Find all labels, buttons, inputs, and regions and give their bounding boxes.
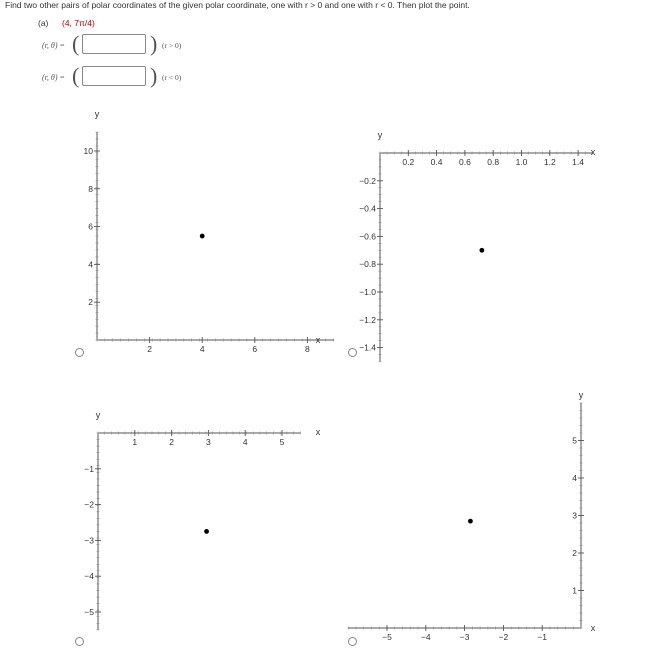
- plotted-point: [479, 248, 484, 253]
- y-tick-label: 6: [88, 221, 93, 232]
- part-label: (a): [38, 18, 49, 28]
- x-tick-label: 0.8: [487, 157, 500, 167]
- instructions-text: Find two other pairs of polar coordinates of the given polar coordinate, one with r > 0 and one with r < 0. Then plot the point.: [5, 0, 470, 10]
- y-tick-label: −1.4: [359, 342, 376, 353]
- y-tick-label: −1.0: [359, 287, 376, 297]
- x-tick-label: 2: [169, 437, 174, 447]
- close-paren-1: ): [150, 31, 158, 56]
- y-tick-label: −1.2: [359, 314, 376, 325]
- x-axis-label: x: [590, 623, 596, 633]
- answer-row-2-label: (r, θ) =: [42, 73, 65, 82]
- x-tick-label: 0.4: [430, 157, 443, 167]
- x-axis-label: x: [315, 335, 321, 345]
- close-paren-2: ): [150, 63, 158, 88]
- y-tick-label: 2: [88, 297, 93, 308]
- x-tick-label: 0.6: [458, 157, 471, 167]
- graph-option-2: [345, 125, 605, 355]
- answer-row-1-label: (r, θ) =: [42, 41, 65, 50]
- y-tick-label: 4: [88, 259, 93, 270]
- x-tick-label: 6: [252, 344, 258, 354]
- y-tick-label: 5: [572, 435, 577, 446]
- y-tick-label: −0.4: [359, 203, 376, 214]
- part-given-point: (4, 7π/4): [62, 18, 95, 28]
- x-tick-label: 1.0: [515, 157, 528, 167]
- y-tick-label: 1: [572, 585, 577, 596]
- y-tick-label: −1: [84, 463, 94, 474]
- x-tick-label: 3: [206, 437, 211, 447]
- y-tick-label: −0.2: [359, 175, 376, 186]
- answer-input-r-negative[interactable]: [82, 66, 146, 86]
- x-axis-label: x: [590, 147, 596, 157]
- answer-input-r-positive[interactable]: [82, 34, 146, 54]
- y-tick-label: −2: [84, 499, 94, 510]
- y-tick-label: 10: [83, 146, 93, 156]
- y-axis-label: y: [95, 410, 101, 420]
- x-tick-label: −2: [498, 632, 509, 642]
- x-tick-label: −5: [382, 632, 392, 642]
- x-tick-label: 0.2: [402, 157, 415, 167]
- answer-row-1-condition: (r > 0): [162, 41, 182, 50]
- y-axis-label: y: [377, 130, 383, 140]
- graph-option-4: [345, 385, 605, 645]
- y-tick-label: 8: [88, 183, 93, 194]
- y-axis-label: y: [578, 390, 584, 400]
- graph-option-1: [70, 105, 330, 355]
- y-tick-label: 2: [572, 548, 577, 558]
- x-tick-label: −1: [537, 632, 548, 642]
- plotted-point: [468, 519, 473, 524]
- x-tick-label: −4: [420, 632, 431, 642]
- y-axis-label: y: [94, 109, 100, 119]
- x-tick-label: 5: [279, 437, 285, 447]
- open-paren-1: (: [72, 31, 80, 56]
- open-paren-2: (: [72, 63, 80, 88]
- x-tick-label: 8: [305, 344, 310, 354]
- x-tick-label: 2: [147, 344, 152, 354]
- y-tick-label: −0.6: [359, 231, 376, 242]
- x-tick-label: 1: [132, 437, 138, 447]
- plotted-point: [200, 234, 205, 239]
- y-tick-label: 4: [572, 473, 577, 483]
- x-tick-label: −3: [459, 632, 470, 642]
- x-tick-label: 4: [242, 437, 248, 447]
- y-tick-label: 3: [572, 510, 577, 521]
- x-tick-label: 1.4: [572, 157, 585, 167]
- y-tick-label: −0.8: [359, 259, 376, 270]
- y-tick-label: −5: [84, 607, 94, 617]
- answer-row-2-condition: (r < 0): [162, 73, 182, 82]
- y-tick-label: −3: [84, 535, 94, 546]
- x-tick-label: 4: [199, 344, 205, 354]
- y-tick-label: −4: [84, 571, 94, 582]
- x-tick-label: 1.2: [543, 157, 556, 167]
- graph-option-3: [70, 405, 330, 645]
- plotted-point: [204, 529, 209, 534]
- x-axis-label: x: [315, 427, 321, 437]
